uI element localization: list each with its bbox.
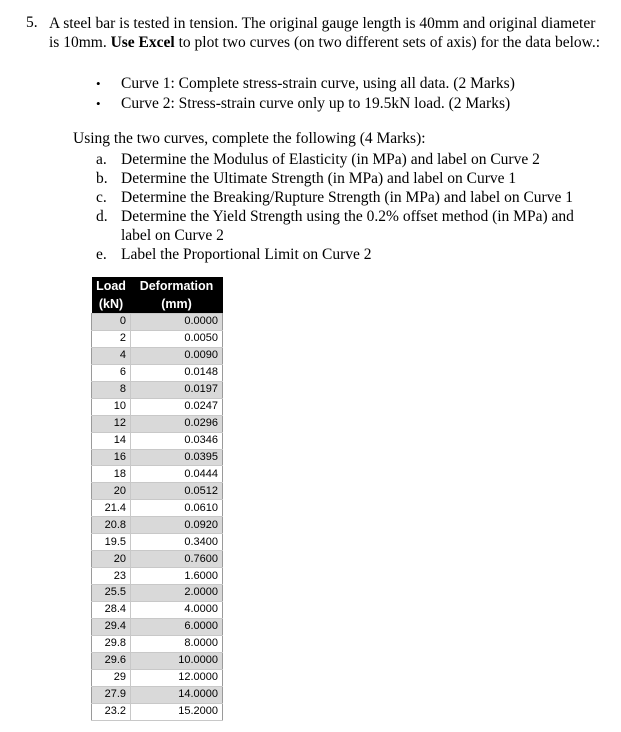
table-row [92, 347, 223, 364]
load-header [92, 277, 131, 314]
table-row [92, 635, 223, 652]
load-cell: 18 [92, 466, 131, 483]
load-cell: 0 [92, 314, 131, 331]
table-row [92, 398, 223, 415]
table-row [92, 466, 223, 483]
table-row [92, 652, 223, 669]
deformation-cell: 0.0346 [131, 432, 223, 449]
table-row [92, 618, 223, 635]
table-row [92, 585, 223, 602]
table-row [92, 534, 223, 551]
table-row [92, 568, 223, 585]
table-row [92, 686, 223, 703]
load-cell: 2 [92, 330, 131, 347]
table-row [92, 551, 223, 568]
deformation-header [131, 277, 223, 314]
task-text: Determine the Ultimate Strength (in MPa) and label on Curve 1 [121, 170, 517, 187]
load-cell: 16 [92, 449, 131, 466]
load-cell: 25.5 [92, 585, 131, 602]
load-cell: 29.8 [92, 635, 131, 652]
deformation-cell: 0.0090 [131, 347, 223, 364]
load-header-line2: (kN) [98, 297, 124, 311]
load-cell: 10 [92, 398, 131, 415]
deformation-cell: 6.0000 [131, 618, 223, 635]
task-item [96, 150, 606, 169]
question-text-part1: A steel bar is tested in tension. The original gauge length is 40mm and original diameter is 10mm. [49, 15, 596, 51]
deformation-cell: 0.0395 [131, 449, 223, 466]
deformation-cell: 0.0000 [131, 314, 223, 331]
table-row [92, 381, 223, 398]
deformation-cell: 0.0444 [131, 466, 223, 483]
tasks-intro: Using the two curves, complete the following (4 Marks): [73, 130, 426, 147]
deformation-cell: 0.7600 [131, 551, 223, 568]
question-text [49, 14, 609, 52]
table-body [92, 314, 223, 721]
load-cell: 23 [92, 568, 131, 585]
task-letter: d. [96, 208, 108, 225]
deformation-cell: 0.0610 [131, 500, 223, 517]
deformation-header-line1: Deformation [139, 279, 214, 293]
deformation-cell: 4.0000 [131, 601, 223, 618]
load-cell: 27.9 [92, 686, 131, 703]
table-row [92, 364, 223, 381]
table-row [92, 483, 223, 500]
load-cell: 14 [92, 432, 131, 449]
load-cell: 12 [92, 415, 131, 432]
deformation-cell: 0.0296 [131, 415, 223, 432]
table-row [92, 330, 223, 347]
question-number: 5. [26, 14, 38, 31]
deformation-cell: 0.0148 [131, 364, 223, 381]
deformation-cell: 8.0000 [131, 635, 223, 652]
question-text-part2: to plot two curves (on two different sets of axis) for the data below.: [174, 34, 600, 51]
task-text: Label the Proportional Limit on Curve 2 [121, 246, 372, 263]
load-cell: 6 [92, 364, 131, 381]
curve-item [96, 94, 515, 114]
deformation-cell: 14.0000 [131, 686, 223, 703]
task-letter: e. [96, 246, 107, 263]
curve-item [96, 74, 515, 94]
deformation-cell: 0.0197 [131, 381, 223, 398]
task-item [96, 207, 606, 245]
load-cell: 28.4 [92, 601, 131, 618]
deformation-cell: 1.6000 [131, 568, 223, 585]
table-row [92, 432, 223, 449]
task-text: Determine the Modulus of Elasticity (in MPa) and label on Curve 2 [121, 151, 540, 168]
table-row [92, 601, 223, 618]
load-cell: 4 [92, 347, 131, 364]
table-row [92, 314, 223, 331]
table-header-row [92, 277, 223, 314]
load-header-line1: Load [96, 279, 126, 293]
table-row [92, 517, 223, 534]
load-cell: 29.6 [92, 652, 131, 669]
bullet-icon: • [96, 76, 101, 91]
curve-1-text: Curve 1: Complete stress-strain curve, using all data. (2 Marks) [121, 75, 515, 92]
question-text-bold: Use Excel [110, 34, 175, 51]
deformation-cell: 0.0512 [131, 483, 223, 500]
table-row [92, 500, 223, 517]
load-cell: 29.4 [92, 618, 131, 635]
deformation-header-line2: (mm) [161, 297, 192, 311]
deformation-cell: 2.0000 [131, 585, 223, 602]
table-row [92, 669, 223, 686]
task-text: Determine the Yield Strength using the 0.2% offset method (in MPa) and label on Curve 2 [121, 208, 574, 244]
deformation-cell: 0.0920 [131, 517, 223, 534]
load-cell: 20.8 [92, 517, 131, 534]
task-list [96, 150, 606, 264]
load-cell: 8 [92, 381, 131, 398]
table-row [92, 415, 223, 432]
load-cell: 23.2 [92, 703, 131, 720]
curve-2-text: Curve 2: Stress-strain curve only up to 19.5kN load. (2 Marks) [121, 95, 511, 112]
load-cell: 20 [92, 551, 131, 568]
task-item [96, 169, 606, 188]
load-cell: 19.5 [92, 534, 131, 551]
deformation-cell: 0.0247 [131, 398, 223, 415]
deformation-cell: 15.2000 [131, 703, 223, 720]
task-item [96, 245, 606, 264]
deformation-cell: 10.0000 [131, 652, 223, 669]
load-cell: 21.4 [92, 500, 131, 517]
curve-list [96, 74, 515, 114]
table-row [92, 703, 223, 720]
task-letter: c. [96, 189, 107, 206]
deformation-cell: 0.3400 [131, 534, 223, 551]
task-letter: b. [96, 170, 108, 187]
load-cell: 29 [92, 669, 131, 686]
task-item [96, 188, 606, 207]
table-row [92, 449, 223, 466]
bullet-icon: • [96, 96, 101, 111]
load-cell: 20 [92, 483, 131, 500]
load-deformation-table [91, 277, 223, 721]
task-text: Determine the Breaking/Rupture Strength (in MPa) and label on Curve 1 [121, 189, 573, 206]
deformation-cell: 0.0050 [131, 330, 223, 347]
task-letter: a. [96, 151, 107, 168]
deformation-cell: 12.0000 [131, 669, 223, 686]
